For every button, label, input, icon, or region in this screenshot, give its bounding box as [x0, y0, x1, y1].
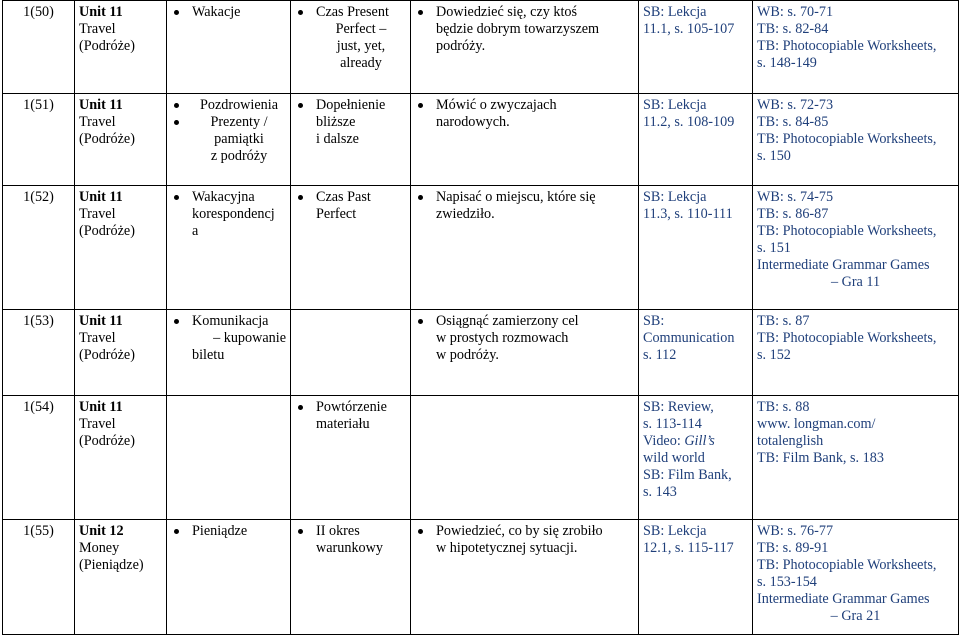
lesson-number: 1(55): [3, 520, 75, 635]
unit-topic-pl: (Podróże): [79, 131, 135, 147]
grammar-cell: [291, 396, 411, 520]
materials-cell: WB: s. 74-75 TB: s. 86-87 TB: Photocopiable Worksheets, s. 151 Intermediate Grammar Games – Gra 11: [753, 186, 959, 310]
vocabulary-item: Pieniądze: [171, 523, 286, 540]
vocabulary-cell: [167, 310, 291, 396]
grammar-cell: [291, 1, 411, 94]
grammar-item: Czas Past Perfect: [295, 189, 406, 223]
lesson-number: 1(52): [3, 186, 75, 310]
unit-topic: Travel: [79, 416, 116, 432]
lesson-number: 1(53): [3, 310, 75, 396]
grammar-item: Powtórzenie materiału: [295, 399, 406, 433]
materials-cell: TB: s. 88 www. longman.com/ totalenglish TB: Film Bank, s. 183: [753, 396, 959, 520]
materials-cell: WB: s. 70-71 TB: s. 82-84 TB: Photocopiable Worksheets, s. 148-149: [753, 1, 959, 94]
skills-cell: [411, 396, 639, 520]
grammar-item: Czas Present Perfect – just, yet, already: [295, 4, 406, 72]
vocabulary-cell: [167, 94, 291, 186]
table-row: [3, 94, 959, 186]
video-title-rest: wild world: [643, 450, 705, 466]
unit-cell: [75, 1, 167, 94]
materials-cell: WB: s. 72-73 TB: s. 84-85 TB: Photocopiable Worksheets, s. 150: [753, 94, 959, 186]
unit-topic: Money: [79, 540, 120, 556]
unit-topic-pl: (Pieniądze): [79, 557, 144, 573]
unit-cell: [75, 396, 167, 520]
skills-item: Napisać o miejscu, które się zwiedziło.: [415, 189, 634, 223]
unit-cell: [75, 94, 167, 186]
vocabulary-cell: [167, 1, 291, 94]
film-bank-pages: s. 143: [643, 484, 677, 500]
unit-topic: Travel: [79, 21, 116, 37]
grammar-cell: [291, 310, 411, 396]
unit-topic-pl: (Podróże): [79, 347, 135, 363]
unit-title: Unit 11: [79, 4, 123, 20]
grammar-cell: [291, 94, 411, 186]
vocabulary-cell: [167, 186, 291, 310]
table-row: [3, 520, 959, 635]
unit-title: Unit 12: [79, 523, 124, 539]
skills-item: Osiągnąć zamierzony cel w prostych rozmowach w podróży.: [415, 313, 634, 364]
review-pages: s. 113-114: [643, 416, 702, 432]
materials-cell: WB: s. 76-77 TB: s. 89-91 TB: Photocopiable Worksheets, s. 153-154 Intermediate Grammar Games – Gra 21: [753, 520, 959, 635]
unit-title: Unit 11: [79, 97, 123, 113]
skills-item: Dowiedzieć się, czy ktoś będzie dobrym towarzyszem podróży.: [415, 4, 634, 55]
student-book-cell: SB: Lekcja 11.2, s. 108-109: [639, 94, 753, 186]
lesson-plan-table: [2, 0, 959, 635]
vocabulary-cell: [167, 396, 291, 520]
skills-item: Powiedzieć, co by się zrobiło w hipotetycznej sytuacji.: [415, 523, 634, 557]
unit-topic-pl: (Podróże): [79, 38, 135, 54]
skills-cell: [411, 1, 639, 94]
table-row: [3, 396, 959, 520]
grammar-item: II okres warunkowy: [295, 523, 406, 557]
student-book-cell: SB: Communication s. 112: [639, 310, 753, 396]
unit-topic-pl: (Podróże): [79, 433, 135, 449]
grammar-cell: [291, 520, 411, 635]
unit-topic-pl: (Podróże): [79, 223, 135, 239]
review-label: SB: Review,: [643, 399, 714, 415]
unit-title: Unit 11: [79, 399, 123, 415]
student-book-cell: SB: Lekcja 11.3, s. 110-111: [639, 186, 753, 310]
vocabulary-item: Wakacyjna korespondencj a: [171, 189, 286, 240]
unit-topic: Travel: [79, 114, 116, 130]
student-book-cell: [639, 396, 753, 520]
film-bank-label: SB: Film Bank,: [643, 467, 732, 483]
unit-cell: [75, 310, 167, 396]
skills-cell: [411, 94, 639, 186]
unit-title: Unit 11: [79, 313, 123, 329]
unit-topic: Travel: [79, 330, 116, 346]
table-row: [3, 1, 959, 94]
table-row: [3, 310, 959, 396]
grammar-cell: [291, 186, 411, 310]
skills-item: Mówić o zwyczajach narodowych.: [415, 97, 634, 131]
vocabulary-item: Komunikacja – kupowanie biletu: [171, 313, 286, 364]
skills-cell: [411, 186, 639, 310]
table-row: [3, 186, 959, 310]
vocabulary-item: Pozdrowienia: [171, 97, 286, 114]
student-book-cell: SB: Lekcja 11.1, s. 105-107: [639, 1, 753, 94]
vocabulary-cell: [167, 520, 291, 635]
unit-title: Unit 11: [79, 189, 123, 205]
vocabulary-item: Wakacje: [171, 4, 286, 21]
unit-cell: [75, 520, 167, 635]
lesson-number: 1(50): [3, 1, 75, 94]
vocabulary-item: Prezenty / pamiątki z podróży: [171, 114, 286, 165]
materials-cell: TB: s. 87 TB: Photocopiable Worksheets, s. 152: [753, 310, 959, 396]
unit-cell: [75, 186, 167, 310]
lesson-number: 1(54): [3, 396, 75, 520]
skills-cell: [411, 310, 639, 396]
unit-topic: Travel: [79, 206, 116, 222]
student-book-cell: SB: Lekcja 12.1, s. 115-117: [639, 520, 753, 635]
lesson-number: 1(51): [3, 94, 75, 186]
grammar-item: Dopełnienie bliższe i dalsze: [295, 97, 406, 148]
skills-cell: [411, 520, 639, 635]
video-line: Video: Gill’s: [643, 433, 715, 449]
